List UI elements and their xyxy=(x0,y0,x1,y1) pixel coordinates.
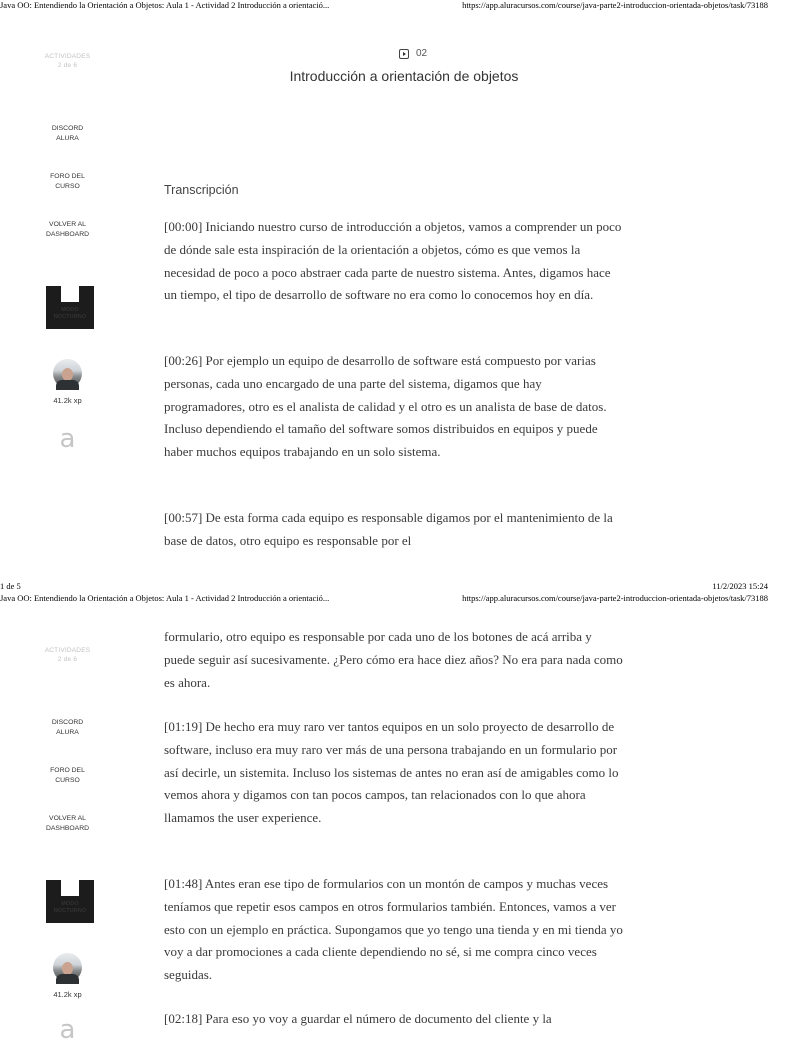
print-doc-title: Java OO: Entendiendo la Orientación a Objetos: Aula 1 - Actividad 2 Introducción a orientació... xyxy=(0,593,330,603)
night-mode-toggle[interactable] xyxy=(46,286,94,329)
night-mode-line2: NOCTURNO xyxy=(53,314,87,320)
avatar[interactable] xyxy=(53,953,82,982)
dashboard-line2: DASHBOARD xyxy=(45,825,90,832)
night-mode-label xyxy=(46,901,94,915)
avatar-shirt xyxy=(56,974,79,984)
xp-count: 41.2k xp xyxy=(53,990,82,999)
discord-line1: DISCORD xyxy=(51,719,84,726)
back-to-dashboard-link[interactable] xyxy=(0,814,135,834)
forum-line2: CURSO xyxy=(55,183,80,190)
course-forum-link[interactable] xyxy=(0,172,135,192)
forum-line1: FORO DEL xyxy=(50,173,85,180)
discord-line2: ALURA xyxy=(56,729,79,736)
dashboard-line1: VOLVER AL xyxy=(49,815,86,822)
xp-count: 41.2k xp xyxy=(53,396,82,405)
night-mode-icon-notch xyxy=(61,880,79,896)
back-to-dashboard-link[interactable] xyxy=(0,220,135,240)
discord-line1: DISCORD xyxy=(51,125,84,132)
activities-progress: 2 de 6 xyxy=(57,656,78,663)
print-header xyxy=(0,593,768,605)
transcript-paragraph: [00:26] Por ejemplo un equipo de desarrollo de software está compuesto por varias personas, cada uno encargado de una parte del sistema, digamos que hay programadores, otro es el analista de calidad y el otro es un analista de base de datos. Incluso dependiendo el tamaño del software somos distribuidos en equipos y puede haber muchos equipos trabajando en un solo sistema. xyxy=(164,353,607,460)
print-page-indicator: 1 de 5 xyxy=(0,581,21,591)
transcript-paragraph: formulario, otro equipo es responsable por cada uno de los botones de acá arriba y puede seguir así sucesivamente. ¿Pero cómo era hace diez años? No era para nada como es ahora. xyxy=(164,629,623,690)
transcript-heading: Transcripción xyxy=(164,183,239,197)
page-title: Introducción a orientación de objetos xyxy=(289,68,519,84)
activities-progress: 2 de 6 xyxy=(57,62,78,69)
print-url: https://app.aluracursos.com/course/java-parte2-introduccion-orientada-objetos/task/73188 xyxy=(462,593,768,603)
transcript-paragraph: [02:18] Para eso yo voy a guardar el número de documento del cliente y la xyxy=(164,1011,552,1026)
dashboard-line2: DASHBOARD xyxy=(45,231,90,238)
activities-indicator[interactable] xyxy=(0,646,135,664)
activities-label: ACTIVIDADES xyxy=(44,53,91,60)
print-url: https://app.aluracursos.com/course/java-parte2-introduccion-orientada-objetos/task/73188 xyxy=(462,0,768,10)
avatar[interactable] xyxy=(53,359,82,388)
transcript-paragraph: [01:19] De hecho era muy raro ver tantos equipos en un solo proyecto de desarrollo de software, incluso era muy raro ver más de una persona trabajando en un formulario por así decirle, un sistemita. Incluso los sistemas de antes no eran así de amigables como lo vemos ahora y digamos con tan pocos campos, tan relacionados con lo que ahora llamamos the user experience. xyxy=(164,719,619,826)
night-mode-label xyxy=(46,307,94,321)
forum-line1: FORO DEL xyxy=(50,767,85,774)
forum-line2: CURSO xyxy=(55,777,80,784)
night-mode-line1: MODO xyxy=(61,901,79,907)
transcript-paragraph: [00:00] Iniciando nuestro curso de introducción a objetos, vamos a comprender un poco de dónde sale esta inspiración de la orientación a objetos, cómo es que vemos la necesidad de poco a poco abstraer cada parte de nuestro sistema. Antes, digamos hace un tiempo, el tipo de desarrollo de software no era como lo conocemos hoy en día. xyxy=(164,219,622,303)
print-datetime: 11/2/2023 15:24 xyxy=(712,581,768,591)
avatar-shirt xyxy=(56,380,79,390)
page-2 xyxy=(0,605,768,1045)
print-footer xyxy=(0,581,768,593)
transcript-paragraph: [00:57] De esta forma cada equipo es responsable digamos por el mantenimiento de la base de datos, otro equipo es responsable por el xyxy=(164,510,613,548)
dashboard-line1: VOLVER AL xyxy=(49,221,86,228)
course-forum-link[interactable] xyxy=(0,766,135,786)
discord-alura-link[interactable] xyxy=(0,718,135,738)
activities-label: ACTIVIDADES xyxy=(44,647,91,654)
night-mode-icon-notch xyxy=(61,286,79,302)
night-mode-line2: NOCTURNO xyxy=(53,908,87,914)
print-doc-title: Java OO: Entendiendo la Orientación a Objetos: Aula 1 - Actividad 2 Introducción a orientació... xyxy=(0,0,330,10)
night-mode-toggle[interactable] xyxy=(46,880,94,923)
task-number-value: 02 xyxy=(416,48,428,59)
video-play-icon xyxy=(399,49,409,59)
transcript-paragraph: [01:48] Antes eran ese tipo de formularios con un montón de campos y muchas veces teníamos que repetir esos campos en otros formularios también. Entonces, vamos a ver esto con un ejemplo en práctica. Supongamos que yo tengo una tienda y en mi tienda yo voy a dar promociones a cada cliente dependiendo no sé, si me compra cinco veces seguidas. xyxy=(164,876,623,983)
night-mode-line1: MODO xyxy=(61,307,79,313)
task-number xyxy=(399,48,427,59)
alura-logo-icon[interactable]: a xyxy=(59,1015,76,1045)
discord-line2: ALURA xyxy=(56,135,79,142)
discord-alura-link[interactable] xyxy=(0,124,135,144)
alura-logo-icon[interactable]: a xyxy=(59,424,76,454)
